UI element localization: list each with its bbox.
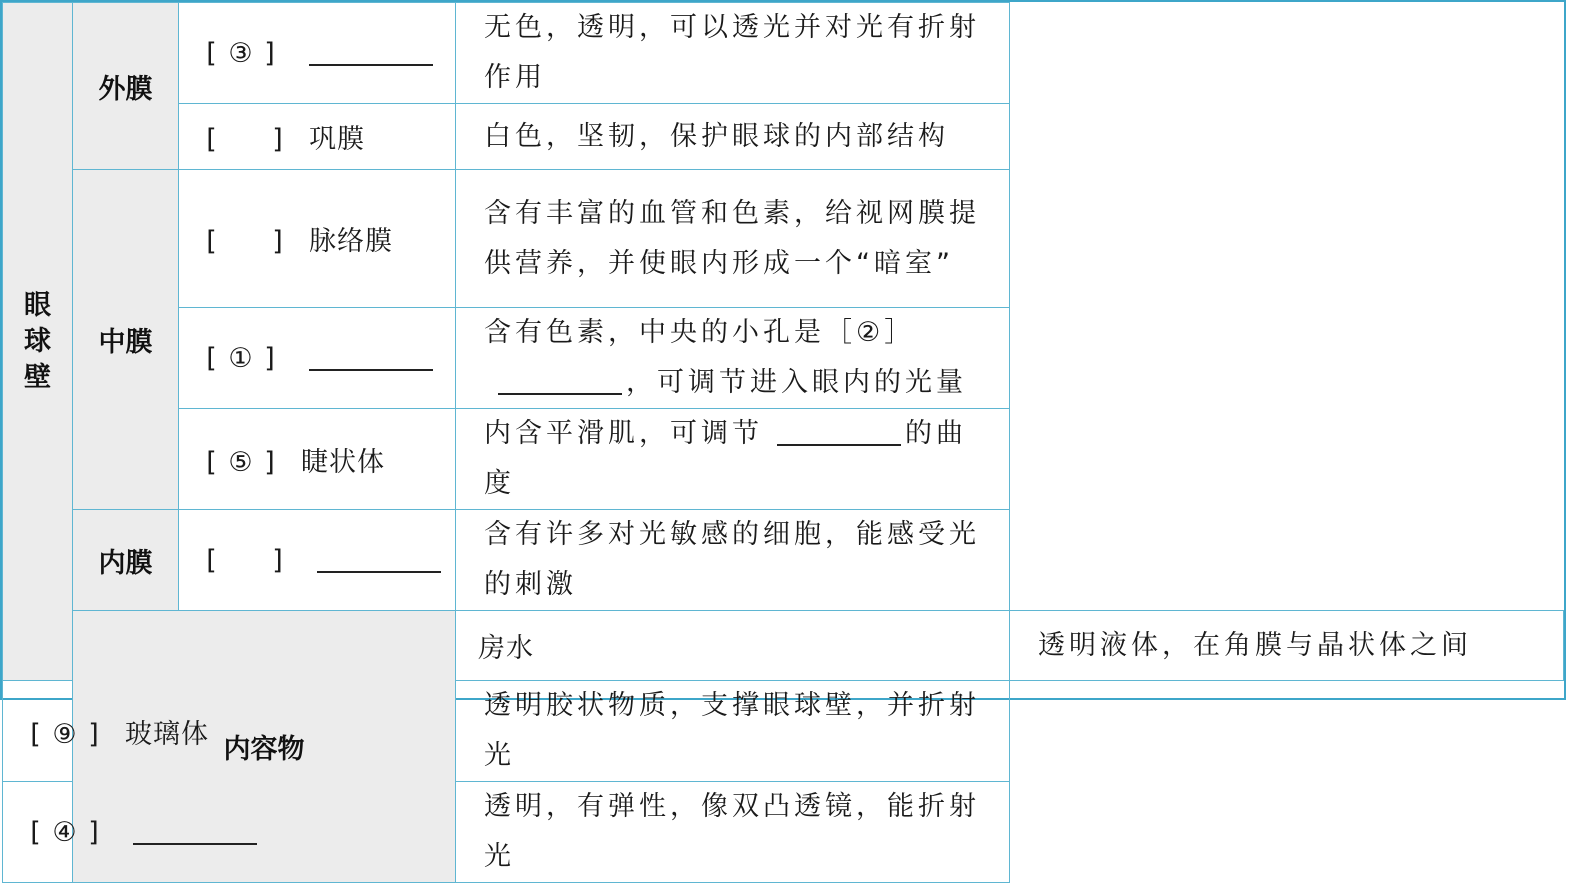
description-cell: 透明胶状物质，支撑眼球壁，并折射光 [456,681,1010,782]
contents-header: 内容物 [73,611,456,883]
part-cell: [ ] 脉络膜 [179,170,456,308]
description-cell: 透明，有弹性，像双凸透镜，能折射光 [456,782,1010,883]
answer-blank[interactable] [777,443,901,446]
part-cell: [ ③ ] [179,3,456,104]
description-cell: 含有许多对光敏感的细胞，能感受光的刺激 [456,510,1010,611]
eyeball-wall-label [3,288,72,396]
answer-blank[interactable] [498,392,622,395]
answer-blank[interactable] [309,368,433,371]
part-cell: [ ⑤ ] 睫状体 [179,409,456,510]
description-cell: 透明液体，在角膜与晶状体之间 [1010,611,1564,681]
table-row [3,611,1564,681]
part-cell: [ ④ ] [3,782,73,883]
eyeball-wall-text: 眼 球 壁 [24,289,51,393]
part-name: 房水 [478,633,534,664]
table-row [3,104,1564,170]
part-number: ④ [52,816,78,848]
middle-membrane-header: 中膜 [73,170,179,510]
description-cell: 内含平滑肌，可调节 的曲度 [456,409,1010,510]
part-cell: [ ] [179,510,456,611]
table-row [3,510,1564,611]
part-name: 睫状体 [301,446,385,478]
part-number: ③ [228,37,254,69]
part-cell: [ ① ] [179,308,456,409]
pupil-bracket: ［②］ [825,317,916,348]
answer-blank[interactable] [133,842,257,845]
table-row [3,409,1564,510]
table-row [3,170,1564,308]
description-cell: 无色，透明，可以透光并对光有折射作用 [456,3,1010,104]
inner-membrane-header: 内膜 [73,510,179,611]
eyeball-wall-header [3,3,73,681]
table-row [3,3,1564,104]
part-name: 脉络膜 [309,226,393,257]
part-cell [456,611,1010,681]
part-cell: [ ] 巩膜 [179,104,456,170]
description-cell: 含有色素，中央的小孔是［②］，可调节进入眼内的光量 [456,308,1010,409]
part-number: ⑤ [228,446,254,478]
description-cell: 含有丰富的血管和色素，给视网膜提供营养，并使眼内形成一个“暗室” [456,170,1010,308]
answer-blank[interactable] [309,63,433,66]
table-row [3,308,1564,409]
answer-blank[interactable] [317,570,441,573]
eyeball-structure-table [2,2,1564,883]
description-cell: 白色，坚韧，保护眼球的内部结构 [456,104,1010,170]
part-cell: [ ⑨ ] 玻璃体 [3,681,73,782]
part-number: ⑨ [52,718,78,750]
part-name: 玻璃体 [125,718,209,750]
part-name: 巩膜 [309,124,365,155]
part-number: ① [228,342,254,374]
outer-membrane-header: 外膜 [73,3,179,170]
